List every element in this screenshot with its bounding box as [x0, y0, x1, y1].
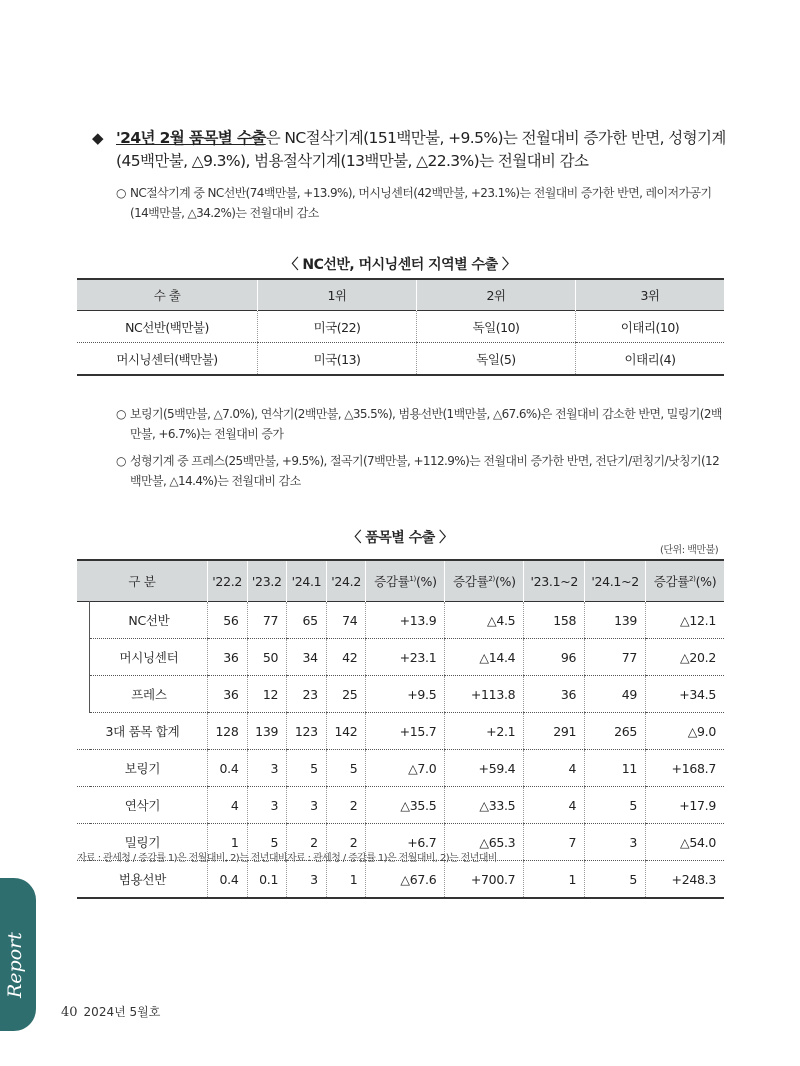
- value-cell: 12: [247, 676, 287, 713]
- circle-bullet-icon: ○: [116, 454, 126, 468]
- value-cell: 77: [585, 639, 646, 676]
- header-col: 증감률$^{1)}$(%): [366, 560, 445, 602]
- value-cell: △54.0: [646, 824, 724, 861]
- value-cell: 265: [585, 713, 646, 750]
- value-cell: △35.5: [366, 787, 445, 824]
- value-cell: 7: [524, 824, 585, 861]
- row-label: 밀링기: [77, 824, 207, 861]
- value-cell: 0.1: [247, 861, 287, 899]
- sub-bullet-boring: [116, 404, 728, 444]
- value-cell: 3: [247, 787, 287, 824]
- table1-caption: 〈 NC선반, 머시닝센터 지역별 수출 〉: [284, 257, 516, 273]
- table-row: [77, 343, 724, 376]
- value-cell: 123: [287, 713, 327, 750]
- value-cell: △12.1: [646, 602, 724, 639]
- value-cell: 34: [287, 639, 327, 676]
- value-cell: 25: [326, 676, 366, 713]
- table-row: [77, 861, 724, 899]
- value-cell: 1: [326, 861, 366, 899]
- issue-label: 2024년 5월호: [83, 1005, 161, 1019]
- value-cell: △67.6: [366, 861, 445, 899]
- cell: 미국(13): [258, 343, 417, 376]
- cell: 이태리(10): [576, 311, 725, 343]
- value-cell: 42: [326, 639, 366, 676]
- value-cell: 2: [287, 824, 327, 861]
- value-cell: 142: [326, 713, 366, 750]
- value-cell: 0.4: [207, 750, 247, 787]
- value-cell: 1: [524, 861, 585, 899]
- value-cell: +34.5: [646, 676, 724, 713]
- value-cell: 2: [326, 824, 366, 861]
- value-cell: +17.9: [646, 787, 724, 824]
- value-cell: △65.3: [445, 824, 524, 861]
- value-cell: 4: [524, 787, 585, 824]
- sub-bullet-text: 보링기(5백만불, △7.0%), 연삭기(2백만불, △35.5%), 범용선반(1백만불, △67.6%)은 전월대비 감소한 반면, 밀링기(2백만불, +6.7%)는 전월대비 증가: [130, 407, 722, 441]
- circle-bullet-icon: ○: [116, 186, 126, 200]
- row-label: 범용선반: [77, 861, 207, 899]
- value-cell: +700.7: [445, 861, 524, 899]
- value-cell: 96: [524, 639, 585, 676]
- header-rank3: 3위: [576, 279, 725, 311]
- sub-bullet-forming: [116, 451, 728, 491]
- indent-cell: [77, 639, 90, 676]
- header-col: '23.1~2: [524, 560, 585, 602]
- cell-label: 머시닝센터(백만불): [77, 343, 258, 376]
- row-label: 보링기: [77, 750, 207, 787]
- source-note: 자료 : 관세청 / 증감률 1)은 전월대비, 2)는 전년대비자료 : 관세청 / 증감률 1)은 전월대비, 2)는 전년대비: [77, 853, 497, 864]
- header-col: 증감률$^{2)}$(%): [646, 560, 724, 602]
- sub-bullet-nc: [116, 183, 728, 223]
- row-label: 3대 품목 합계: [77, 713, 207, 750]
- table-row: [77, 787, 724, 824]
- header-col: '23.2: [247, 560, 287, 602]
- value-cell: +15.7: [366, 713, 445, 750]
- table2-caption: 〈 품목별 수출 〉: [347, 530, 453, 546]
- row-label: 연삭기: [77, 787, 207, 824]
- value-cell: 158: [524, 602, 585, 639]
- report-side-tab: [0, 878, 36, 1031]
- header-category: 구 분: [77, 560, 207, 602]
- cell: 이태리(4): [576, 343, 725, 376]
- value-cell: △20.2: [646, 639, 724, 676]
- unit-label: (단위: 백만불): [660, 545, 719, 556]
- value-cell: 36: [207, 639, 247, 676]
- value-cell: +9.5: [366, 676, 445, 713]
- regional-export-table: [77, 278, 724, 376]
- value-cell: +113.8: [445, 676, 524, 713]
- value-cell: 36: [207, 676, 247, 713]
- value-cell: 5: [326, 750, 366, 787]
- value-cell: 5: [247, 824, 287, 861]
- cell: 미국(22): [258, 311, 417, 343]
- value-cell: 0.4: [207, 861, 247, 899]
- value-cell: 128: [207, 713, 247, 750]
- value-cell: △4.5: [445, 602, 524, 639]
- cell: 독일(10): [417, 311, 576, 343]
- value-cell: 49: [585, 676, 646, 713]
- sub-bullet-text: 성형기계 중 프레스(25백만불, +9.5%), 절곡기(7백만불, +112.9%)는 전월대비 증가한 반면, 전단기/펀칭기/낫칭기(12백만불, △14.4%)는 전월대비 감소: [130, 454, 720, 488]
- value-cell: 56: [207, 602, 247, 639]
- page-number: 40: [61, 1005, 78, 1020]
- value-cell: 11: [585, 750, 646, 787]
- report-tab-label: Report: [4, 932, 26, 998]
- indent-cell: [77, 676, 90, 713]
- value-cell: 2: [326, 787, 366, 824]
- value-cell: 3: [287, 861, 327, 899]
- cell: 독일(5): [417, 343, 576, 376]
- value-cell: 1: [207, 824, 247, 861]
- value-cell: 3: [585, 824, 646, 861]
- main-bullet: [92, 127, 732, 173]
- table-row: [77, 750, 724, 787]
- table-row: [77, 713, 724, 750]
- table-row: [77, 676, 724, 713]
- table-header-row: [77, 279, 724, 311]
- main-bullet-text: 은 NC절삭기계(151백만불, +9.5%)는 전월대비 증가한 반면, 성형기계(45백만불, △9.3%), 범용절삭기계(13백만불, △22.3%)는 전월대비 감소: [116, 129, 726, 170]
- value-cell: 3: [287, 787, 327, 824]
- page-footer: [61, 1003, 160, 1020]
- table-header-row: [77, 560, 724, 602]
- value-cell: 139: [247, 713, 287, 750]
- value-cell: 77: [247, 602, 287, 639]
- value-cell: △7.0: [366, 750, 445, 787]
- value-cell: 23: [287, 676, 327, 713]
- value-cell: △14.4: [445, 639, 524, 676]
- indent-cell: [77, 602, 90, 639]
- diamond-bullet-icon: ◆: [92, 129, 103, 147]
- value-cell: 139: [585, 602, 646, 639]
- value-cell: 36: [524, 676, 585, 713]
- table-row: [77, 311, 724, 343]
- value-cell: +168.7: [646, 750, 724, 787]
- value-cell: △33.5: [445, 787, 524, 824]
- value-cell: 65: [287, 602, 327, 639]
- header-col: 증감률$^{2)}$(%): [445, 560, 524, 602]
- value-cell: 74: [326, 602, 366, 639]
- table-row: [77, 602, 724, 639]
- header-col: '24.1: [287, 560, 327, 602]
- value-cell: +23.1: [366, 639, 445, 676]
- header-col: '24.2: [326, 560, 366, 602]
- value-cell: +248.3: [646, 861, 724, 899]
- item-export-table: [77, 559, 724, 899]
- value-cell: +59.4: [445, 750, 524, 787]
- main-bullet-lead: '24년 2월 품목별 수출: [116, 129, 266, 147]
- header-col: '22.2: [207, 560, 247, 602]
- header-col: '24.1~2: [585, 560, 646, 602]
- value-cell: 50: [247, 639, 287, 676]
- value-cell: 291: [524, 713, 585, 750]
- value-cell: 4: [207, 787, 247, 824]
- value-cell: 5: [585, 787, 646, 824]
- header-rank2: 2위: [417, 279, 576, 311]
- value-cell: 4: [524, 750, 585, 787]
- value-cell: +6.7: [366, 824, 445, 861]
- header-rank1: 1위: [258, 279, 417, 311]
- value-cell: +13.9: [366, 602, 445, 639]
- header-export: 수 출: [77, 279, 258, 311]
- row-label: 프레스: [90, 676, 208, 713]
- value-cell: △9.0: [646, 713, 724, 750]
- cell-label: NC선반(백만불): [77, 311, 258, 343]
- value-cell: 5: [585, 861, 646, 899]
- table-row: [77, 639, 724, 676]
- value-cell: 5: [287, 750, 327, 787]
- sub-bullet-text: NC절삭기계 중 NC선반(74백만불, +13.9%), 머시닝센터(42백만불, +23.1%)는 전월대비 증가한 반면, 레이저가공기(14백만불, △34.2%)는 전월대비 감소: [130, 186, 712, 220]
- row-label: 머시닝센터: [90, 639, 208, 676]
- row-label: NC선반: [90, 602, 208, 639]
- circle-bullet-icon: ○: [116, 407, 126, 421]
- value-cell: 3: [247, 750, 287, 787]
- value-cell: +2.1: [445, 713, 524, 750]
